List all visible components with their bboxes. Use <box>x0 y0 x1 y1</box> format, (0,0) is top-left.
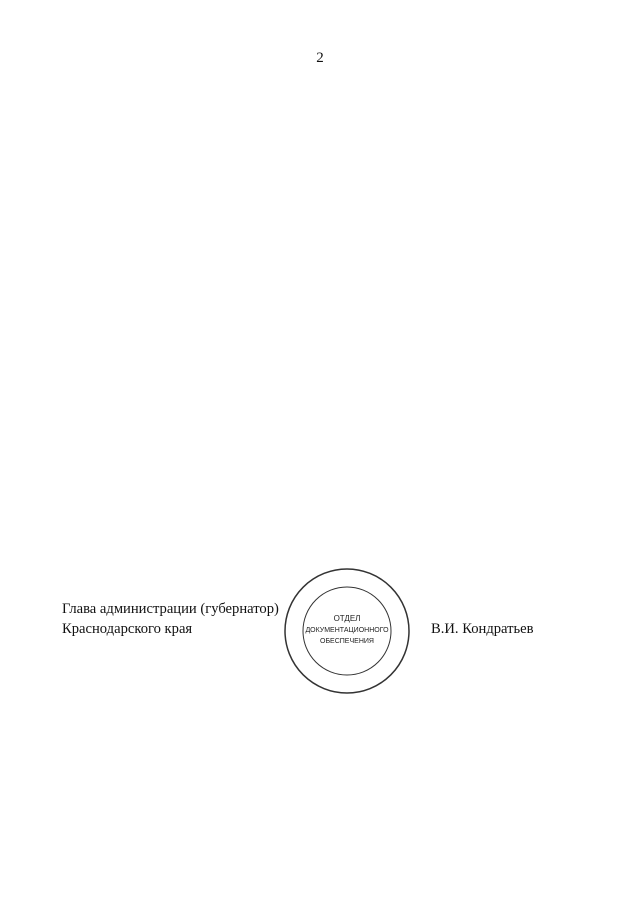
signatory-title-line1: Глава администрации (губернатор) <box>62 601 279 617</box>
signatory-name: В.И. Кондратьев <box>431 621 534 637</box>
svg-text:ДОКУМЕНТАЦИОННОГО: ДОКУМЕНТАЦИОННОГО <box>305 627 389 634</box>
svg-text:ОТДЕЛ: ОТДЕЛ <box>333 614 361 623</box>
official-stamp <box>282 566 412 696</box>
svg-text:ОБЕСПЕЧЕНИЯ: ОБЕСПЕЧЕНИЯ <box>320 638 374 645</box>
signatory-title-line2: Краснодарского края <box>62 620 193 637</box>
signatory-title <box>62 600 312 639</box>
page-number: 2 <box>316 50 324 66</box>
